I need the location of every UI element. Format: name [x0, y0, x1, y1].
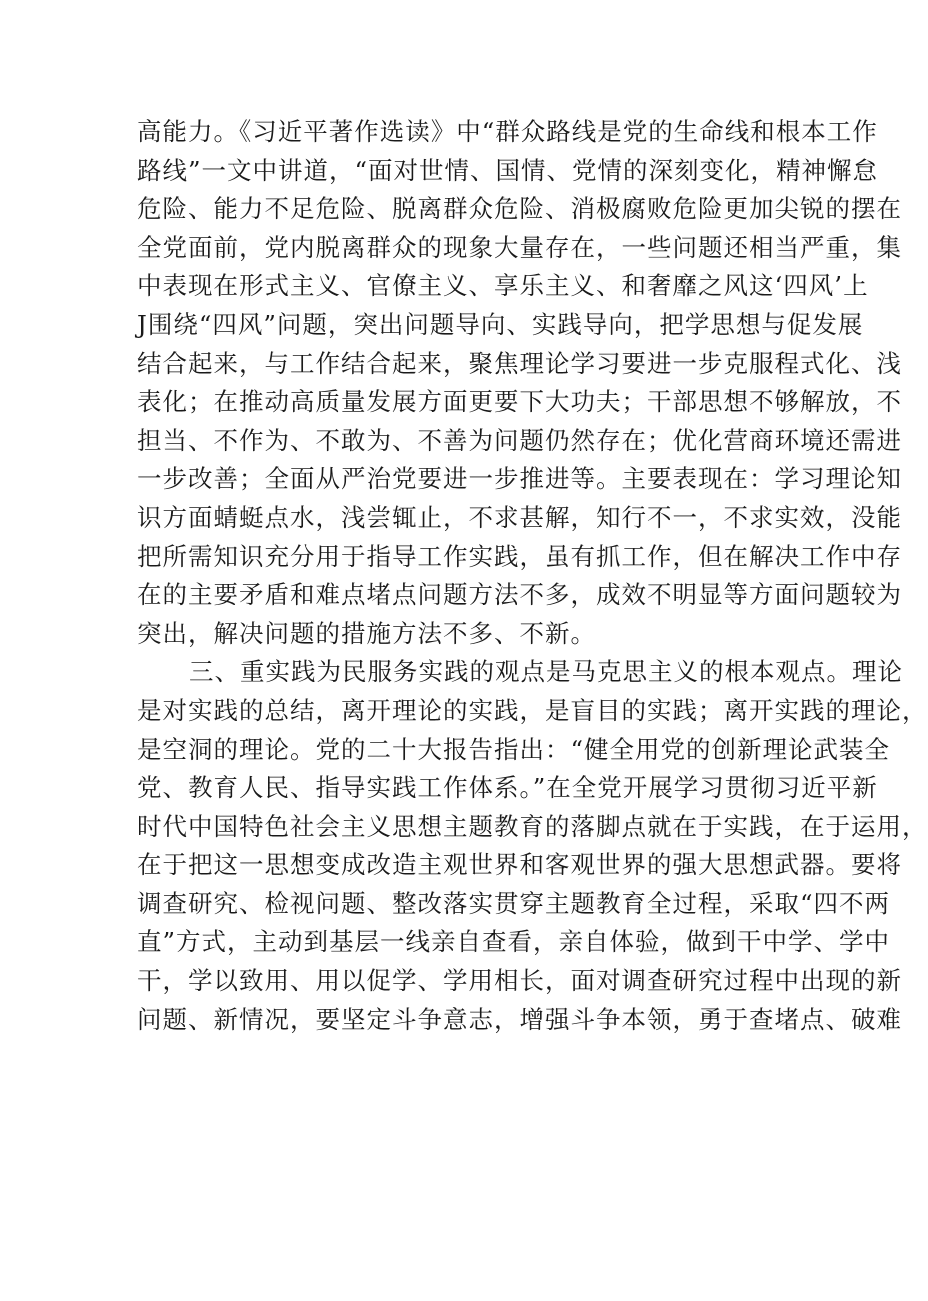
text-line: J围绕“四风”问题，突出问题导向、实践导向，把学思想与促发展 [137, 309, 864, 339]
text-line: 担当、不作为、不敢为、不善为问题仍然存在；优化营商环境还需进 [137, 425, 902, 455]
text-line: 把所需知识充分用于指导工作实践，虽有抓工作，但在解决工作中存 [137, 541, 902, 571]
text-line: 问题、新情况，要坚定斗争意志，增强斗争本领，勇于查堵点、破难 [137, 1004, 902, 1034]
text-line: 路线”一文中讲道，“面对世情、国情、党情的深刻变化，精神懈怠 [137, 155, 879, 185]
text-line: 是空洞的理论。党的二十大报告指出：“健全用党的创新理论武装全 [137, 734, 891, 764]
paragraph-1 [137, 113, 902, 653]
text-line: 直”方式，主动到基层一线亲自查看，亲自体验，做到干中学、学中 [137, 927, 891, 957]
text-line: 党、教育人民、指导实践工作体系。”在全党开展学习贯彻习近平新 [137, 773, 878, 803]
text-line: 在的主要矛盾和难点堵点问题方法不多，成效不明显等方面问题较为 [137, 580, 902, 610]
text-line: 结合起来，与工作结合起来，聚焦理论学习要进一步克服程式化、浅 [137, 348, 902, 378]
document-page [137, 113, 928, 1039]
text-line: 危险、能力不足危险、脱离群众危险、消极腐败危险更加尖锐的摆在 [137, 194, 902, 224]
text-line: 在于把这一思想变成改造主观世界和客观世界的强大思想武器。要将 [137, 850, 902, 880]
text-line: 时代中国特色社会主义思想主题教育的落脚点就在于实践，在于运用， [137, 811, 928, 841]
text-line: 高能力。《习近平著作选读》中“群众路线是党的生命线和根本工作 [137, 117, 878, 146]
text-line: 一步改善；全面从严治党要进一步推进等。主要表现在：学习理论知 [137, 464, 902, 494]
text-line: 突出，解决问题的措施方法不多、不新。 [137, 618, 596, 648]
text-line: 表化；在推动高质量发展方面更要下大功夫；干部思想不够解放，不 [137, 387, 902, 417]
text-line: 识方面蜻蜓点水，浅尝辄止，不求甚解，知行不一，不求实效，没能 [137, 502, 902, 532]
text-line: 三、重实践为民服务实践的观点是马克思主义的根本观点。理论 [189, 657, 903, 687]
text-line: 是对实践的总结，离开理论的实践，是盲目的实践；离开实践的理论， [137, 695, 928, 725]
text-line: 干，学以致用、用以促学、学用相长，面对调查研究过程中出现的新 [137, 966, 902, 996]
text-line: 中表现在形式主义、官僚主义、享乐主义、和奢靡之风这‘四风’上 [137, 271, 869, 301]
text-line: 调查研究、检视问题、整改落实贯穿主题教育全过程，采取“四不两 [137, 888, 891, 918]
paragraph-2 [137, 653, 928, 1039]
text-line: 全党面前，党内脱离群众的现象大量存在，一些问题还相当严重，集 [137, 232, 902, 262]
